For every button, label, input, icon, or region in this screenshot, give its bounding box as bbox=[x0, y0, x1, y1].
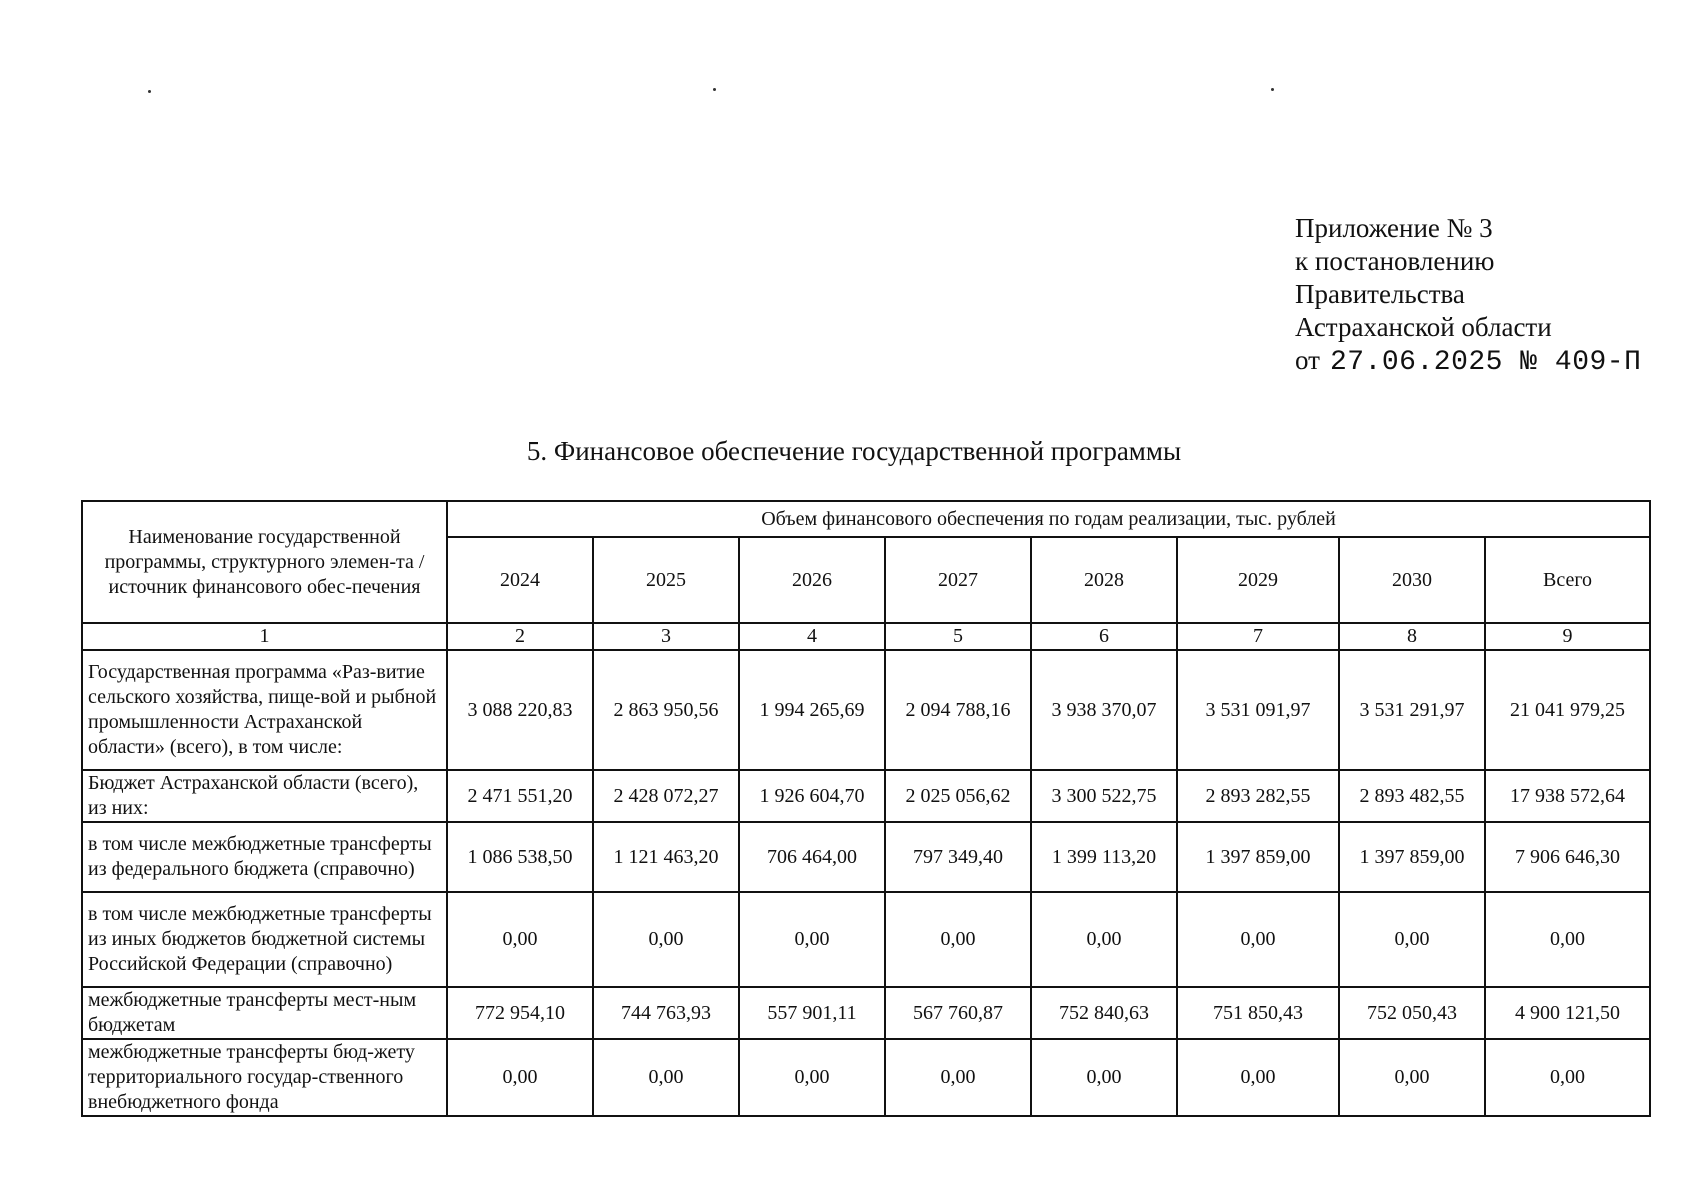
value-cell: 3 531 291,97 bbox=[1339, 650, 1485, 770]
value-cell: 3 088 220,83 bbox=[447, 650, 593, 770]
value-cell: 2 863 950,56 bbox=[593, 650, 739, 770]
value-cell: 1 086 538,50 bbox=[447, 822, 593, 892]
appendix-block bbox=[1295, 212, 1641, 379]
value-cell: 1 926 604,70 bbox=[739, 770, 885, 822]
table-row bbox=[82, 770, 1650, 822]
appendix-line-3: Правительства bbox=[1295, 279, 1465, 309]
table-row bbox=[82, 650, 1650, 770]
value-cell: 0,00 bbox=[447, 1039, 593, 1116]
document-title: 5. Финансовое обеспечение государственной программы bbox=[526, 436, 1182, 466]
value-cell: 17 938 572,64 bbox=[1485, 770, 1650, 822]
row-name-cell: Государственная программа «Раз-витие сельского хозяйства, пище-вой и рыбной промышленности Астраханской области» (всего), в том числе: bbox=[82, 650, 447, 770]
value-cell: 0,00 bbox=[593, 1039, 739, 1116]
appendix-date-prefix: от bbox=[1295, 345, 1320, 375]
column-number-cell: 4 bbox=[739, 623, 885, 650]
table-row bbox=[82, 822, 1650, 892]
header-name-cell: Наименование государственной программы, структурного элемен-та / источник финансового обес-печения bbox=[82, 501, 447, 623]
value-cell: 1 397 859,00 bbox=[1177, 822, 1339, 892]
table-row bbox=[82, 1039, 1650, 1116]
value-cell: 1 399 113,20 bbox=[1031, 822, 1177, 892]
value-cell: 2 094 788,16 bbox=[885, 650, 1031, 770]
value-cell: 752 050,43 bbox=[1339, 987, 1485, 1039]
column-number-cell: 2 bbox=[447, 623, 593, 650]
header-year-cell: 2028 bbox=[1031, 537, 1177, 623]
value-cell: 752 840,63 bbox=[1031, 987, 1177, 1039]
header-year-cell: 2030 bbox=[1339, 537, 1485, 623]
row-name-cell: межбюджетные трансферты мест-ным бюджетам bbox=[82, 987, 447, 1039]
value-cell: 772 954,10 bbox=[447, 987, 593, 1039]
value-cell: 2 025 056,62 bbox=[885, 770, 1031, 822]
value-cell: 3 531 091,97 bbox=[1177, 650, 1339, 770]
value-cell: 1 994 265,69 bbox=[739, 650, 885, 770]
table-row bbox=[82, 892, 1650, 987]
value-cell: 0,00 bbox=[1485, 892, 1650, 987]
column-number-cell: 3 bbox=[593, 623, 739, 650]
value-cell: 744 763,93 bbox=[593, 987, 739, 1039]
header-year-cell: 2025 bbox=[593, 537, 739, 623]
appendix-line-4: Астраханской области bbox=[1295, 312, 1552, 342]
header-row bbox=[82, 501, 1650, 537]
value-cell: 0,00 bbox=[739, 892, 885, 987]
value-cell: 797 349,40 bbox=[885, 822, 1031, 892]
scan-dot-right bbox=[1271, 88, 1274, 91]
value-cell: 0,00 bbox=[593, 892, 739, 987]
scan-dot-center bbox=[713, 88, 716, 91]
appendix-date-line bbox=[1295, 344, 1641, 379]
column-number-cell: 9 bbox=[1485, 623, 1650, 650]
value-cell: 3 300 522,75 bbox=[1031, 770, 1177, 822]
value-cell: 0,00 bbox=[1031, 892, 1177, 987]
header-year-cell: 2029 bbox=[1177, 537, 1339, 623]
value-cell: 2 471 551,20 bbox=[447, 770, 593, 822]
value-cell: 1 121 463,20 bbox=[593, 822, 739, 892]
value-cell: 2 893 282,55 bbox=[1177, 770, 1339, 822]
value-cell: 0,00 bbox=[1177, 1039, 1339, 1116]
value-cell: 567 760,87 bbox=[885, 987, 1031, 1039]
value-cell: 1 397 859,00 bbox=[1339, 822, 1485, 892]
value-cell: 706 464,00 bbox=[739, 822, 885, 892]
value-cell: 0,00 bbox=[1031, 1039, 1177, 1116]
value-cell: 2 893 482,55 bbox=[1339, 770, 1485, 822]
value-cell: 0,00 bbox=[739, 1039, 885, 1116]
value-cell: 751 850,43 bbox=[1177, 987, 1339, 1039]
value-cell: 7 906 646,30 bbox=[1485, 822, 1650, 892]
value-cell: 0,00 bbox=[885, 892, 1031, 987]
column-number-cell: 6 bbox=[1031, 623, 1177, 650]
row-name-cell: Бюджет Астраханской области (всего), из них: bbox=[82, 770, 447, 822]
appendix-line-1: Приложение № 3 bbox=[1295, 213, 1493, 243]
value-cell: 21 041 979,25 bbox=[1485, 650, 1650, 770]
column-number-cell: 7 bbox=[1177, 623, 1339, 650]
column-number-cell: 1 bbox=[82, 623, 447, 650]
column-numbers-row bbox=[82, 623, 1650, 650]
appendix-date-stamp: 27.06.2025 № 409-П bbox=[1329, 347, 1642, 378]
header-year-cell: 2027 bbox=[885, 537, 1031, 623]
value-cell: 0,00 bbox=[885, 1039, 1031, 1116]
value-cell: 2 428 072,27 bbox=[593, 770, 739, 822]
value-cell: 0,00 bbox=[1339, 1039, 1485, 1116]
row-name-cell: в том числе межбюджетные трансферты из федерального бюджета (справочно) bbox=[82, 822, 447, 892]
row-name-cell: в том числе межбюджетные трансферты из иных бюджетов бюджетной системы Российской Федерации (справочно) bbox=[82, 892, 447, 987]
header-year-cell: 2026 bbox=[739, 537, 885, 623]
appendix-line-2: к постановлению bbox=[1295, 246, 1495, 276]
scan-dot-left bbox=[148, 90, 151, 93]
value-cell: 3 938 370,07 bbox=[1031, 650, 1177, 770]
value-cell: 557 901,11 bbox=[739, 987, 885, 1039]
value-cell: 0,00 bbox=[447, 892, 593, 987]
header-year-cell: Всего bbox=[1485, 537, 1650, 623]
value-cell: 0,00 bbox=[1177, 892, 1339, 987]
value-cell: 4 900 121,50 bbox=[1485, 987, 1650, 1039]
table-row bbox=[82, 987, 1650, 1039]
column-number-cell: 8 bbox=[1339, 623, 1485, 650]
value-cell: 0,00 bbox=[1485, 1039, 1650, 1116]
row-name-cell: межбюджетные трансферты бюд-жету территориального государ-ственного внебюджетного фонда bbox=[82, 1039, 447, 1116]
value-cell: 0,00 bbox=[1339, 892, 1485, 987]
financing-table bbox=[81, 500, 1651, 1117]
header-volume-cell: Объем финансового обеспечения по годам реализации, тыс. рублей bbox=[447, 501, 1650, 537]
column-number-cell: 5 bbox=[885, 623, 1031, 650]
header-year-cell: 2024 bbox=[447, 537, 593, 623]
